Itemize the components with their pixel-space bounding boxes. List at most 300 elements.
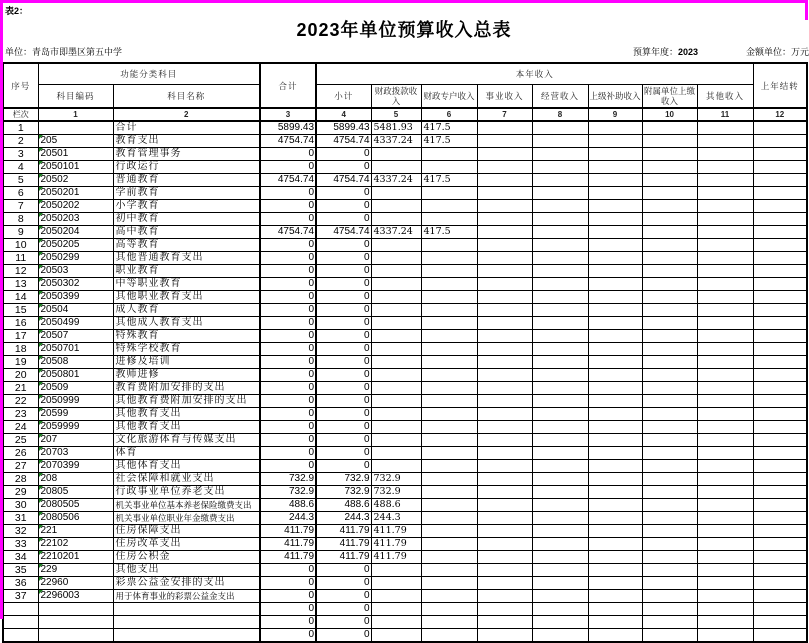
cell-business-income[interactable]	[477, 304, 532, 317]
cell-business-income[interactable]	[477, 421, 532, 434]
cell-seq[interactable]: 31	[3, 512, 38, 525]
cell-fiscal-appropriation[interactable]	[371, 213, 421, 226]
cell-subtotal[interactable]: 0	[316, 343, 371, 356]
cell-operating-income[interactable]	[532, 317, 588, 330]
cell-other-income[interactable]	[697, 265, 753, 278]
cell-superior-subsidy[interactable]	[588, 330, 642, 343]
cell-seq[interactable]: 33	[3, 538, 38, 551]
colnum-1[interactable]: 1	[38, 108, 113, 121]
cell-affiliated-remit[interactable]	[642, 577, 697, 590]
cell-fiscal-appropriation[interactable]: 4337.24	[371, 174, 421, 187]
cell-business-income[interactable]	[477, 317, 532, 330]
cell-superior-subsidy[interactable]	[588, 395, 642, 408]
cell-seq[interactable]: 21	[3, 382, 38, 395]
cell-operating-income[interactable]	[532, 200, 588, 213]
cell-code[interactable]	[38, 616, 113, 629]
cell-operating-income[interactable]	[532, 239, 588, 252]
cell-affiliated-remit[interactable]	[642, 460, 697, 473]
cell-affiliated-remit[interactable]	[642, 499, 697, 512]
cell-business-income[interactable]	[477, 408, 532, 421]
cell-affiliated-remit[interactable]	[642, 395, 697, 408]
cell-fiscal-appropriation[interactable]	[371, 408, 421, 421]
cell-other-income[interactable]	[697, 460, 753, 473]
cell-code[interactable]: 22960	[38, 577, 113, 590]
cell-carryover[interactable]	[753, 330, 807, 343]
cell-total[interactable]: 0	[260, 304, 316, 317]
cell-seq[interactable]: 2	[3, 135, 38, 148]
cell-superior-subsidy[interactable]	[588, 174, 642, 187]
cell-fiscal-appropriation[interactable]: 411.79	[371, 551, 421, 564]
cell-total[interactable]: 5899.43	[260, 121, 316, 135]
cell-other-income[interactable]	[697, 616, 753, 629]
cell-fiscal-special-account[interactable]	[421, 330, 477, 343]
cell-seq[interactable]: 19	[3, 356, 38, 369]
cell-operating-income[interactable]	[532, 187, 588, 200]
cell-fiscal-appropriation[interactable]: 488.6	[371, 499, 421, 512]
cell-name[interactable]: 用于体育事业的彩票公益金支出	[113, 590, 260, 603]
cell-seq[interactable]	[3, 629, 38, 643]
cell-other-income[interactable]	[697, 421, 753, 434]
cell-code[interactable]: 20507	[38, 330, 113, 343]
cell-affiliated-remit[interactable]	[642, 200, 697, 213]
cell-total[interactable]: 0	[260, 200, 316, 213]
cell-fiscal-special-account[interactable]	[421, 538, 477, 551]
cell-total[interactable]: 732.9	[260, 486, 316, 499]
cell-seq[interactable]: 22	[3, 395, 38, 408]
cell-code[interactable]: 20502	[38, 174, 113, 187]
cell-other-income[interactable]	[697, 447, 753, 460]
cell-operating-income[interactable]	[532, 174, 588, 187]
cell-carryover[interactable]	[753, 629, 807, 643]
cell-operating-income[interactable]	[532, 213, 588, 226]
cell-affiliated-remit[interactable]	[642, 265, 697, 278]
cell-carryover[interactable]	[753, 343, 807, 356]
cell-name[interactable]: 机关事业单位职业年金缴费支出	[113, 512, 260, 525]
cell-fiscal-appropriation[interactable]: 732.9	[371, 473, 421, 486]
cell-other-income[interactable]	[697, 486, 753, 499]
cell-fiscal-special-account[interactable]	[421, 629, 477, 643]
cell-total[interactable]: 411.79	[260, 551, 316, 564]
cell-fiscal-appropriation[interactable]	[371, 590, 421, 603]
cell-code[interactable]: 22102	[38, 538, 113, 551]
cell-carryover[interactable]	[753, 382, 807, 395]
cell-total[interactable]: 0	[260, 161, 316, 174]
cell-superior-subsidy[interactable]	[588, 382, 642, 395]
cell-name[interactable]: 教育费附加安排的支出	[113, 382, 260, 395]
cell-other-income[interactable]	[697, 577, 753, 590]
cell-other-income[interactable]	[697, 187, 753, 200]
cell-superior-subsidy[interactable]	[588, 278, 642, 291]
cell-fiscal-appropriation[interactable]: 411.79	[371, 525, 421, 538]
cell-carryover[interactable]	[753, 148, 807, 161]
cell-business-income[interactable]	[477, 161, 532, 174]
cell-fiscal-special-account[interactable]	[421, 473, 477, 486]
colnum-8[interactable]: 8	[532, 108, 588, 121]
cell-operating-income[interactable]	[532, 590, 588, 603]
cell-fiscal-appropriation[interactable]: 4337.24	[371, 135, 421, 148]
cell-seq[interactable]: 27	[3, 460, 38, 473]
cell-seq[interactable]	[3, 616, 38, 629]
cell-affiliated-remit[interactable]	[642, 135, 697, 148]
cell-operating-income[interactable]	[532, 564, 588, 577]
cell-code[interactable]: 20599	[38, 408, 113, 421]
cell-total[interactable]: 411.79	[260, 538, 316, 551]
cell-name[interactable]: 职业教育	[113, 265, 260, 278]
cell-subtotal[interactable]: 0	[316, 161, 371, 174]
cell-code[interactable]: 20509	[38, 382, 113, 395]
cell-fiscal-special-account[interactable]	[421, 460, 477, 473]
cell-seq[interactable]: 23	[3, 408, 38, 421]
cell-carryover[interactable]	[753, 551, 807, 564]
cell-total[interactable]: 732.9	[260, 473, 316, 486]
cell-carryover[interactable]	[753, 525, 807, 538]
cell-code[interactable]: 20703	[38, 447, 113, 460]
cell-business-income[interactable]	[477, 551, 532, 564]
cell-total[interactable]: 0	[260, 382, 316, 395]
cell-code[interactable]: 229	[38, 564, 113, 577]
cell-other-income[interactable]	[697, 629, 753, 643]
cell-seq[interactable]: 9	[3, 226, 38, 239]
cell-other-income[interactable]	[697, 590, 753, 603]
cell-seq[interactable]: 8	[3, 213, 38, 226]
cell-subtotal[interactable]: 0	[316, 278, 371, 291]
colnum-9[interactable]: 9	[588, 108, 642, 121]
cell-business-income[interactable]	[477, 187, 532, 200]
cell-superior-subsidy[interactable]	[588, 473, 642, 486]
cell-seq[interactable]: 35	[3, 564, 38, 577]
cell-other-income[interactable]	[697, 121, 753, 135]
cell-affiliated-remit[interactable]	[642, 369, 697, 382]
cell-fiscal-special-account[interactable]: 417.5	[421, 121, 477, 135]
cell-fiscal-appropriation[interactable]	[371, 460, 421, 473]
cell-other-income[interactable]	[697, 603, 753, 616]
cell-operating-income[interactable]	[532, 291, 588, 304]
cell-name[interactable]: 其他普通教育支出	[113, 252, 260, 265]
cell-fiscal-appropriation[interactable]	[371, 265, 421, 278]
cell-superior-subsidy[interactable]	[588, 538, 642, 551]
cell-other-income[interactable]	[697, 369, 753, 382]
cell-carryover[interactable]	[753, 317, 807, 330]
cell-name[interactable]: 进修及培训	[113, 356, 260, 369]
cell-affiliated-remit[interactable]	[642, 226, 697, 239]
cell-operating-income[interactable]	[532, 265, 588, 278]
cell-name[interactable]: 体育	[113, 447, 260, 460]
cell-fiscal-appropriation[interactable]: 732.9	[371, 486, 421, 499]
cell-operating-income[interactable]	[532, 447, 588, 460]
cell-affiliated-remit[interactable]	[642, 473, 697, 486]
cell-subtotal[interactable]: 0	[316, 239, 371, 252]
cell-carryover[interactable]	[753, 239, 807, 252]
cell-total[interactable]: 0	[260, 252, 316, 265]
cell-total[interactable]: 0	[260, 148, 316, 161]
cell-business-income[interactable]	[477, 590, 532, 603]
cell-seq[interactable]: 11	[3, 252, 38, 265]
cell-total[interactable]: 0	[260, 356, 316, 369]
cell-fiscal-special-account[interactable]	[421, 447, 477, 460]
cell-other-income[interactable]	[697, 291, 753, 304]
cell-total[interactable]: 0	[260, 330, 316, 343]
cell-fiscal-special-account[interactable]	[421, 187, 477, 200]
cell-code[interactable]: 20805	[38, 486, 113, 499]
cell-seq[interactable]: 29	[3, 486, 38, 499]
cell-affiliated-remit[interactable]	[642, 434, 697, 447]
cell-carryover[interactable]	[753, 395, 807, 408]
cell-name[interactable]: 学前教育	[113, 187, 260, 200]
cell-carryover[interactable]	[753, 291, 807, 304]
cell-total[interactable]: 4754.74	[260, 135, 316, 148]
cell-carryover[interactable]	[753, 408, 807, 421]
cell-operating-income[interactable]	[532, 525, 588, 538]
cell-business-income[interactable]	[477, 265, 532, 278]
cell-name[interactable]: 教育管理事务	[113, 148, 260, 161]
cell-subtotal[interactable]: 0	[316, 382, 371, 395]
cell-code[interactable]: 207	[38, 434, 113, 447]
cell-affiliated-remit[interactable]	[642, 629, 697, 643]
cell-name[interactable]: 其他教育支出	[113, 421, 260, 434]
cell-other-income[interactable]	[697, 278, 753, 291]
cell-name[interactable]: 初中教育	[113, 213, 260, 226]
cell-name[interactable]: 社会保障和就业支出	[113, 473, 260, 486]
cell-fiscal-appropriation[interactable]	[371, 239, 421, 252]
cell-subtotal[interactable]: 0	[316, 330, 371, 343]
cell-seq[interactable]: 6	[3, 187, 38, 200]
cell-operating-income[interactable]	[532, 356, 588, 369]
cell-superior-subsidy[interactable]	[588, 447, 642, 460]
cell-fiscal-appropriation[interactable]	[371, 603, 421, 616]
cell-fiscal-special-account[interactable]	[421, 577, 477, 590]
cell-fiscal-appropriation[interactable]	[371, 382, 421, 395]
cell-code[interactable]: 2050203	[38, 213, 113, 226]
cell-other-income[interactable]	[697, 135, 753, 148]
cell-carryover[interactable]	[753, 121, 807, 135]
cell-subtotal[interactable]: 244.3	[316, 512, 371, 525]
cell-subtotal[interactable]: 0	[316, 291, 371, 304]
cell-operating-income[interactable]	[532, 460, 588, 473]
cell-subtotal[interactable]: 0	[316, 577, 371, 590]
cell-affiliated-remit[interactable]	[642, 252, 697, 265]
cell-fiscal-special-account[interactable]	[421, 512, 477, 525]
cell-name[interactable]: 其他成人教育支出	[113, 317, 260, 330]
header-total[interactable]: 合计	[260, 63, 316, 108]
cell-subtotal[interactable]: 4754.74	[316, 135, 371, 148]
cell-operating-income[interactable]	[532, 369, 588, 382]
cell-operating-income[interactable]	[532, 512, 588, 525]
cell-fiscal-appropriation[interactable]: 5481.93	[371, 121, 421, 135]
cell-fiscal-special-account[interactable]	[421, 525, 477, 538]
cell-operating-income[interactable]	[532, 161, 588, 174]
cell-subtotal[interactable]: 0	[316, 200, 371, 213]
cell-total[interactable]: 0	[260, 590, 316, 603]
cell-operating-income[interactable]	[532, 551, 588, 564]
cell-fiscal-appropriation[interactable]	[371, 369, 421, 382]
cell-other-income[interactable]	[697, 252, 753, 265]
cell-superior-subsidy[interactable]	[588, 252, 642, 265]
cell-fiscal-appropriation[interactable]	[371, 564, 421, 577]
cell-other-income[interactable]	[697, 382, 753, 395]
cell-other-income[interactable]	[697, 330, 753, 343]
cell-subtotal[interactable]: 0	[316, 356, 371, 369]
cell-code[interactable]: 221	[38, 525, 113, 538]
cell-seq[interactable]: 4	[3, 161, 38, 174]
cell-seq[interactable]: 28	[3, 473, 38, 486]
cell-fiscal-appropriation[interactable]	[371, 330, 421, 343]
cell-fiscal-appropriation[interactable]	[371, 629, 421, 643]
header-func-category[interactable]: 功能分类科目	[38, 63, 260, 84]
cell-fiscal-special-account[interactable]	[421, 278, 477, 291]
cell-affiliated-remit[interactable]	[642, 564, 697, 577]
cell-operating-income[interactable]	[532, 434, 588, 447]
cell-other-income[interactable]	[697, 213, 753, 226]
cell-total[interactable]: 0	[260, 187, 316, 200]
cell-subtotal[interactable]: 4754.74	[316, 226, 371, 239]
cell-business-income[interactable]	[477, 330, 532, 343]
cell-affiliated-remit[interactable]	[642, 330, 697, 343]
cell-fiscal-special-account[interactable]: 417.5	[421, 174, 477, 187]
cell-subtotal[interactable]: 411.79	[316, 525, 371, 538]
cell-carryover[interactable]	[753, 564, 807, 577]
cell-operating-income[interactable]	[532, 473, 588, 486]
cell-operating-income[interactable]	[532, 330, 588, 343]
cell-name[interactable]: 彩票公益金安排的支出	[113, 577, 260, 590]
cell-fiscal-appropriation[interactable]	[371, 356, 421, 369]
header-name[interactable]: 科目名称	[113, 84, 260, 108]
cell-code[interactable]: 2050999	[38, 395, 113, 408]
cell-carryover[interactable]	[753, 278, 807, 291]
cell-code[interactable]: 2296003	[38, 590, 113, 603]
cell-carryover[interactable]	[753, 213, 807, 226]
cell-fiscal-appropriation[interactable]	[371, 317, 421, 330]
cell-fiscal-appropriation[interactable]	[371, 291, 421, 304]
cell-subtotal[interactable]: 0	[316, 629, 371, 643]
cell-seq[interactable]: 20	[3, 369, 38, 382]
cell-carryover[interactable]	[753, 174, 807, 187]
cell-fiscal-appropriation[interactable]	[371, 252, 421, 265]
cell-operating-income[interactable]	[532, 304, 588, 317]
cell-affiliated-remit[interactable]	[642, 382, 697, 395]
cell-total[interactable]: 0	[260, 603, 316, 616]
cell-other-income[interactable]	[697, 356, 753, 369]
header-business-income[interactable]: 事业收入	[477, 84, 532, 108]
cell-fiscal-appropriation[interactable]	[371, 148, 421, 161]
cell-fiscal-appropriation[interactable]	[371, 304, 421, 317]
cell-seq[interactable]: 18	[3, 343, 38, 356]
cell-carryover[interactable]	[753, 460, 807, 473]
cell-fiscal-special-account[interactable]: 417.5	[421, 226, 477, 239]
cell-code[interactable]: 2050701	[38, 343, 113, 356]
cell-seq[interactable]: 3	[3, 148, 38, 161]
cell-fiscal-special-account[interactable]	[421, 408, 477, 421]
cell-subtotal[interactable]: 5899.43	[316, 121, 371, 135]
cell-superior-subsidy[interactable]	[588, 148, 642, 161]
cell-subtotal[interactable]: 4754.74	[316, 174, 371, 187]
cell-business-income[interactable]	[477, 213, 532, 226]
cell-superior-subsidy[interactable]	[588, 525, 642, 538]
cell-subtotal[interactable]: 0	[316, 213, 371, 226]
cell-other-income[interactable]	[697, 564, 753, 577]
cell-subtotal[interactable]: 0	[316, 148, 371, 161]
cell-total[interactable]: 244.3	[260, 512, 316, 525]
cell-subtotal[interactable]: 732.9	[316, 486, 371, 499]
cell-carryover[interactable]	[753, 356, 807, 369]
cell-superior-subsidy[interactable]	[588, 304, 642, 317]
cell-fiscal-special-account[interactable]	[421, 590, 477, 603]
cell-other-income[interactable]	[697, 499, 753, 512]
cell-superior-subsidy[interactable]	[588, 317, 642, 330]
header-carryover[interactable]: 上年结转	[753, 63, 807, 108]
cell-superior-subsidy[interactable]	[588, 161, 642, 174]
cell-code[interactable]: 2059999	[38, 421, 113, 434]
cell-subtotal[interactable]: 411.79	[316, 538, 371, 551]
cell-fiscal-special-account[interactable]	[421, 265, 477, 278]
cell-affiliated-remit[interactable]	[642, 486, 697, 499]
cell-name[interactable]: 普通教育	[113, 174, 260, 187]
cell-other-income[interactable]	[697, 174, 753, 187]
cell-affiliated-remit[interactable]	[642, 304, 697, 317]
cell-total[interactable]: 488.6	[260, 499, 316, 512]
cell-affiliated-remit[interactable]	[642, 121, 697, 135]
cell-affiliated-remit[interactable]	[642, 239, 697, 252]
cell-affiliated-remit[interactable]	[642, 421, 697, 434]
cell-code[interactable]	[38, 629, 113, 643]
header-current-year-income[interactable]: 本年收入	[316, 63, 753, 84]
cell-affiliated-remit[interactable]	[642, 317, 697, 330]
cell-fiscal-special-account[interactable]	[421, 200, 477, 213]
cell-superior-subsidy[interactable]	[588, 564, 642, 577]
cell-superior-subsidy[interactable]	[588, 291, 642, 304]
cell-total[interactable]: 0	[260, 317, 316, 330]
cell-operating-income[interactable]	[532, 421, 588, 434]
cell-name[interactable]: 特殊学校教育	[113, 343, 260, 356]
cell-affiliated-remit[interactable]	[642, 161, 697, 174]
cell-other-income[interactable]	[697, 239, 753, 252]
cell-business-income[interactable]	[477, 291, 532, 304]
cell-operating-income[interactable]	[532, 577, 588, 590]
cell-fiscal-appropriation[interactable]	[371, 161, 421, 174]
cell-superior-subsidy[interactable]	[588, 121, 642, 135]
cell-affiliated-remit[interactable]	[642, 525, 697, 538]
cell-business-income[interactable]	[477, 499, 532, 512]
cell-fiscal-special-account[interactable]	[421, 369, 477, 382]
cell-total[interactable]: 0	[260, 408, 316, 421]
cell-code[interactable]: 2050202	[38, 200, 113, 213]
cell-carryover[interactable]	[753, 512, 807, 525]
cell-fiscal-appropriation[interactable]	[371, 616, 421, 629]
cell-fiscal-appropriation[interactable]	[371, 447, 421, 460]
cell-subtotal[interactable]: 0	[316, 460, 371, 473]
cell-affiliated-remit[interactable]	[642, 213, 697, 226]
cell-fiscal-special-account[interactable]	[421, 603, 477, 616]
cell-operating-income[interactable]	[532, 278, 588, 291]
cell-name[interactable]: 特殊教育	[113, 330, 260, 343]
cell-code[interactable]: 2050801	[38, 369, 113, 382]
cell-carryover[interactable]	[753, 200, 807, 213]
cell-seq[interactable]: 5	[3, 174, 38, 187]
cell-carryover[interactable]	[753, 486, 807, 499]
cell-fiscal-special-account[interactable]	[421, 343, 477, 356]
cell-fiscal-special-account[interactable]	[421, 564, 477, 577]
cell-superior-subsidy[interactable]	[588, 577, 642, 590]
cell-code[interactable]: 2050299	[38, 252, 113, 265]
cell-fiscal-appropriation[interactable]	[371, 278, 421, 291]
header-code[interactable]: 科目编码	[38, 84, 113, 108]
cell-other-income[interactable]	[697, 538, 753, 551]
cell-total[interactable]: 0	[260, 291, 316, 304]
cell-subtotal[interactable]: 0	[316, 603, 371, 616]
cell-seq[interactable]: 7	[3, 200, 38, 213]
cell-fiscal-special-account[interactable]	[421, 551, 477, 564]
cell-superior-subsidy[interactable]	[588, 408, 642, 421]
cell-operating-income[interactable]	[532, 616, 588, 629]
